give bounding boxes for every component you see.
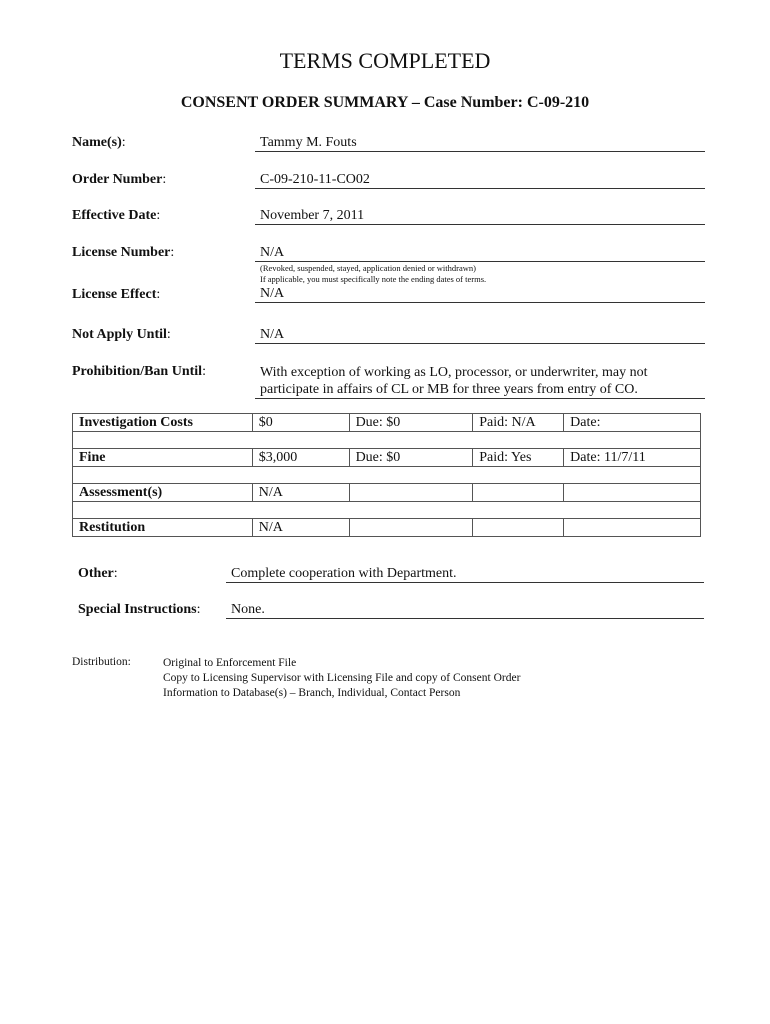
row-due: Due: $0	[349, 414, 473, 432]
row-amount: $0	[252, 414, 349, 432]
special-instructions-value: None.	[226, 602, 704, 619]
table-row	[73, 519, 701, 537]
row-paid: Paid: N/A	[473, 414, 564, 432]
effective-date-label: Effective Date:	[72, 208, 161, 223]
table-spacer-row	[73, 467, 701, 484]
row-due	[349, 484, 473, 502]
spacer-cell	[73, 467, 701, 484]
spacer-cell	[73, 502, 701, 519]
table-spacer-row	[73, 432, 701, 449]
prohibition-line-2: participate in affairs of CL or MB for three years from entry of CO.	[260, 382, 638, 397]
row-paid: Paid: Yes	[473, 449, 564, 467]
document-subtitle: CONSENT ORDER SUMMARY – Case Number: C-09-210	[180, 94, 590, 111]
distribution-label: Distribution:	[72, 656, 131, 668]
row-date: Date:	[564, 414, 701, 432]
row-amount: N/A	[252, 519, 349, 537]
other-value: Complete cooperation with Department.	[226, 566, 704, 583]
distribution-item: Original to Enforcement File	[163, 657, 297, 669]
table-row	[73, 414, 701, 432]
table-row	[73, 484, 701, 502]
row-amount: $3,000	[252, 449, 349, 467]
row-amount: N/A	[252, 484, 349, 502]
row-label: Investigation Costs	[73, 414, 253, 432]
names-value: Tammy M. Fouts	[255, 135, 705, 152]
order-number-label: Order Number:	[72, 172, 167, 187]
spacer-cell	[73, 432, 701, 449]
effective-date-value: November 7, 2011	[255, 208, 705, 225]
license-note-2: If applicable, you must specifically note the ending dates of terms.	[260, 274, 487, 284]
license-effect-value: N/A	[255, 286, 705, 303]
prohibition-label: Prohibition/Ban Until:	[72, 364, 206, 379]
row-paid	[473, 484, 564, 502]
special-instructions-label: Special Instructions:	[78, 602, 201, 617]
other-label: Other:	[78, 566, 118, 581]
row-date	[564, 484, 701, 502]
license-number-label: License Number:	[72, 245, 175, 260]
distribution-item: Information to Database(s) – Branch, Individual, Contact Person	[163, 687, 461, 699]
row-date: Date: 11/7/11	[564, 449, 701, 467]
table-row	[73, 449, 701, 467]
order-number-value: C-09-210-11-CO02	[255, 172, 705, 189]
license-note-1: (Revoked, suspended, stayed, application denied or withdrawn)	[260, 263, 476, 273]
prohibition-line-1: With exception of working as LO, processor, or underwriter, may not	[260, 365, 648, 380]
distribution-list	[163, 656, 520, 701]
row-date	[564, 519, 701, 537]
license-effect-label: License Effect:	[72, 287, 161, 302]
not-apply-until-value: N/A	[255, 327, 705, 344]
row-label: Restitution	[73, 519, 253, 537]
row-due: Due: $0	[349, 449, 473, 467]
financial-table	[72, 413, 701, 537]
row-due	[349, 519, 473, 537]
table-spacer-row	[73, 502, 701, 519]
not-apply-until-label: Not Apply Until:	[72, 327, 171, 342]
prohibition-value	[255, 364, 705, 399]
names-label: Name(s):	[72, 135, 126, 150]
row-paid	[473, 519, 564, 537]
row-label: Assessment(s)	[73, 484, 253, 502]
distribution-item: Copy to Licensing Supervisor with Licensing File and copy of Consent Order	[163, 672, 521, 684]
row-label: Fine	[73, 449, 253, 467]
license-number-value: N/A	[255, 245, 705, 262]
document-title: TERMS COMPLETED	[279, 48, 491, 73]
